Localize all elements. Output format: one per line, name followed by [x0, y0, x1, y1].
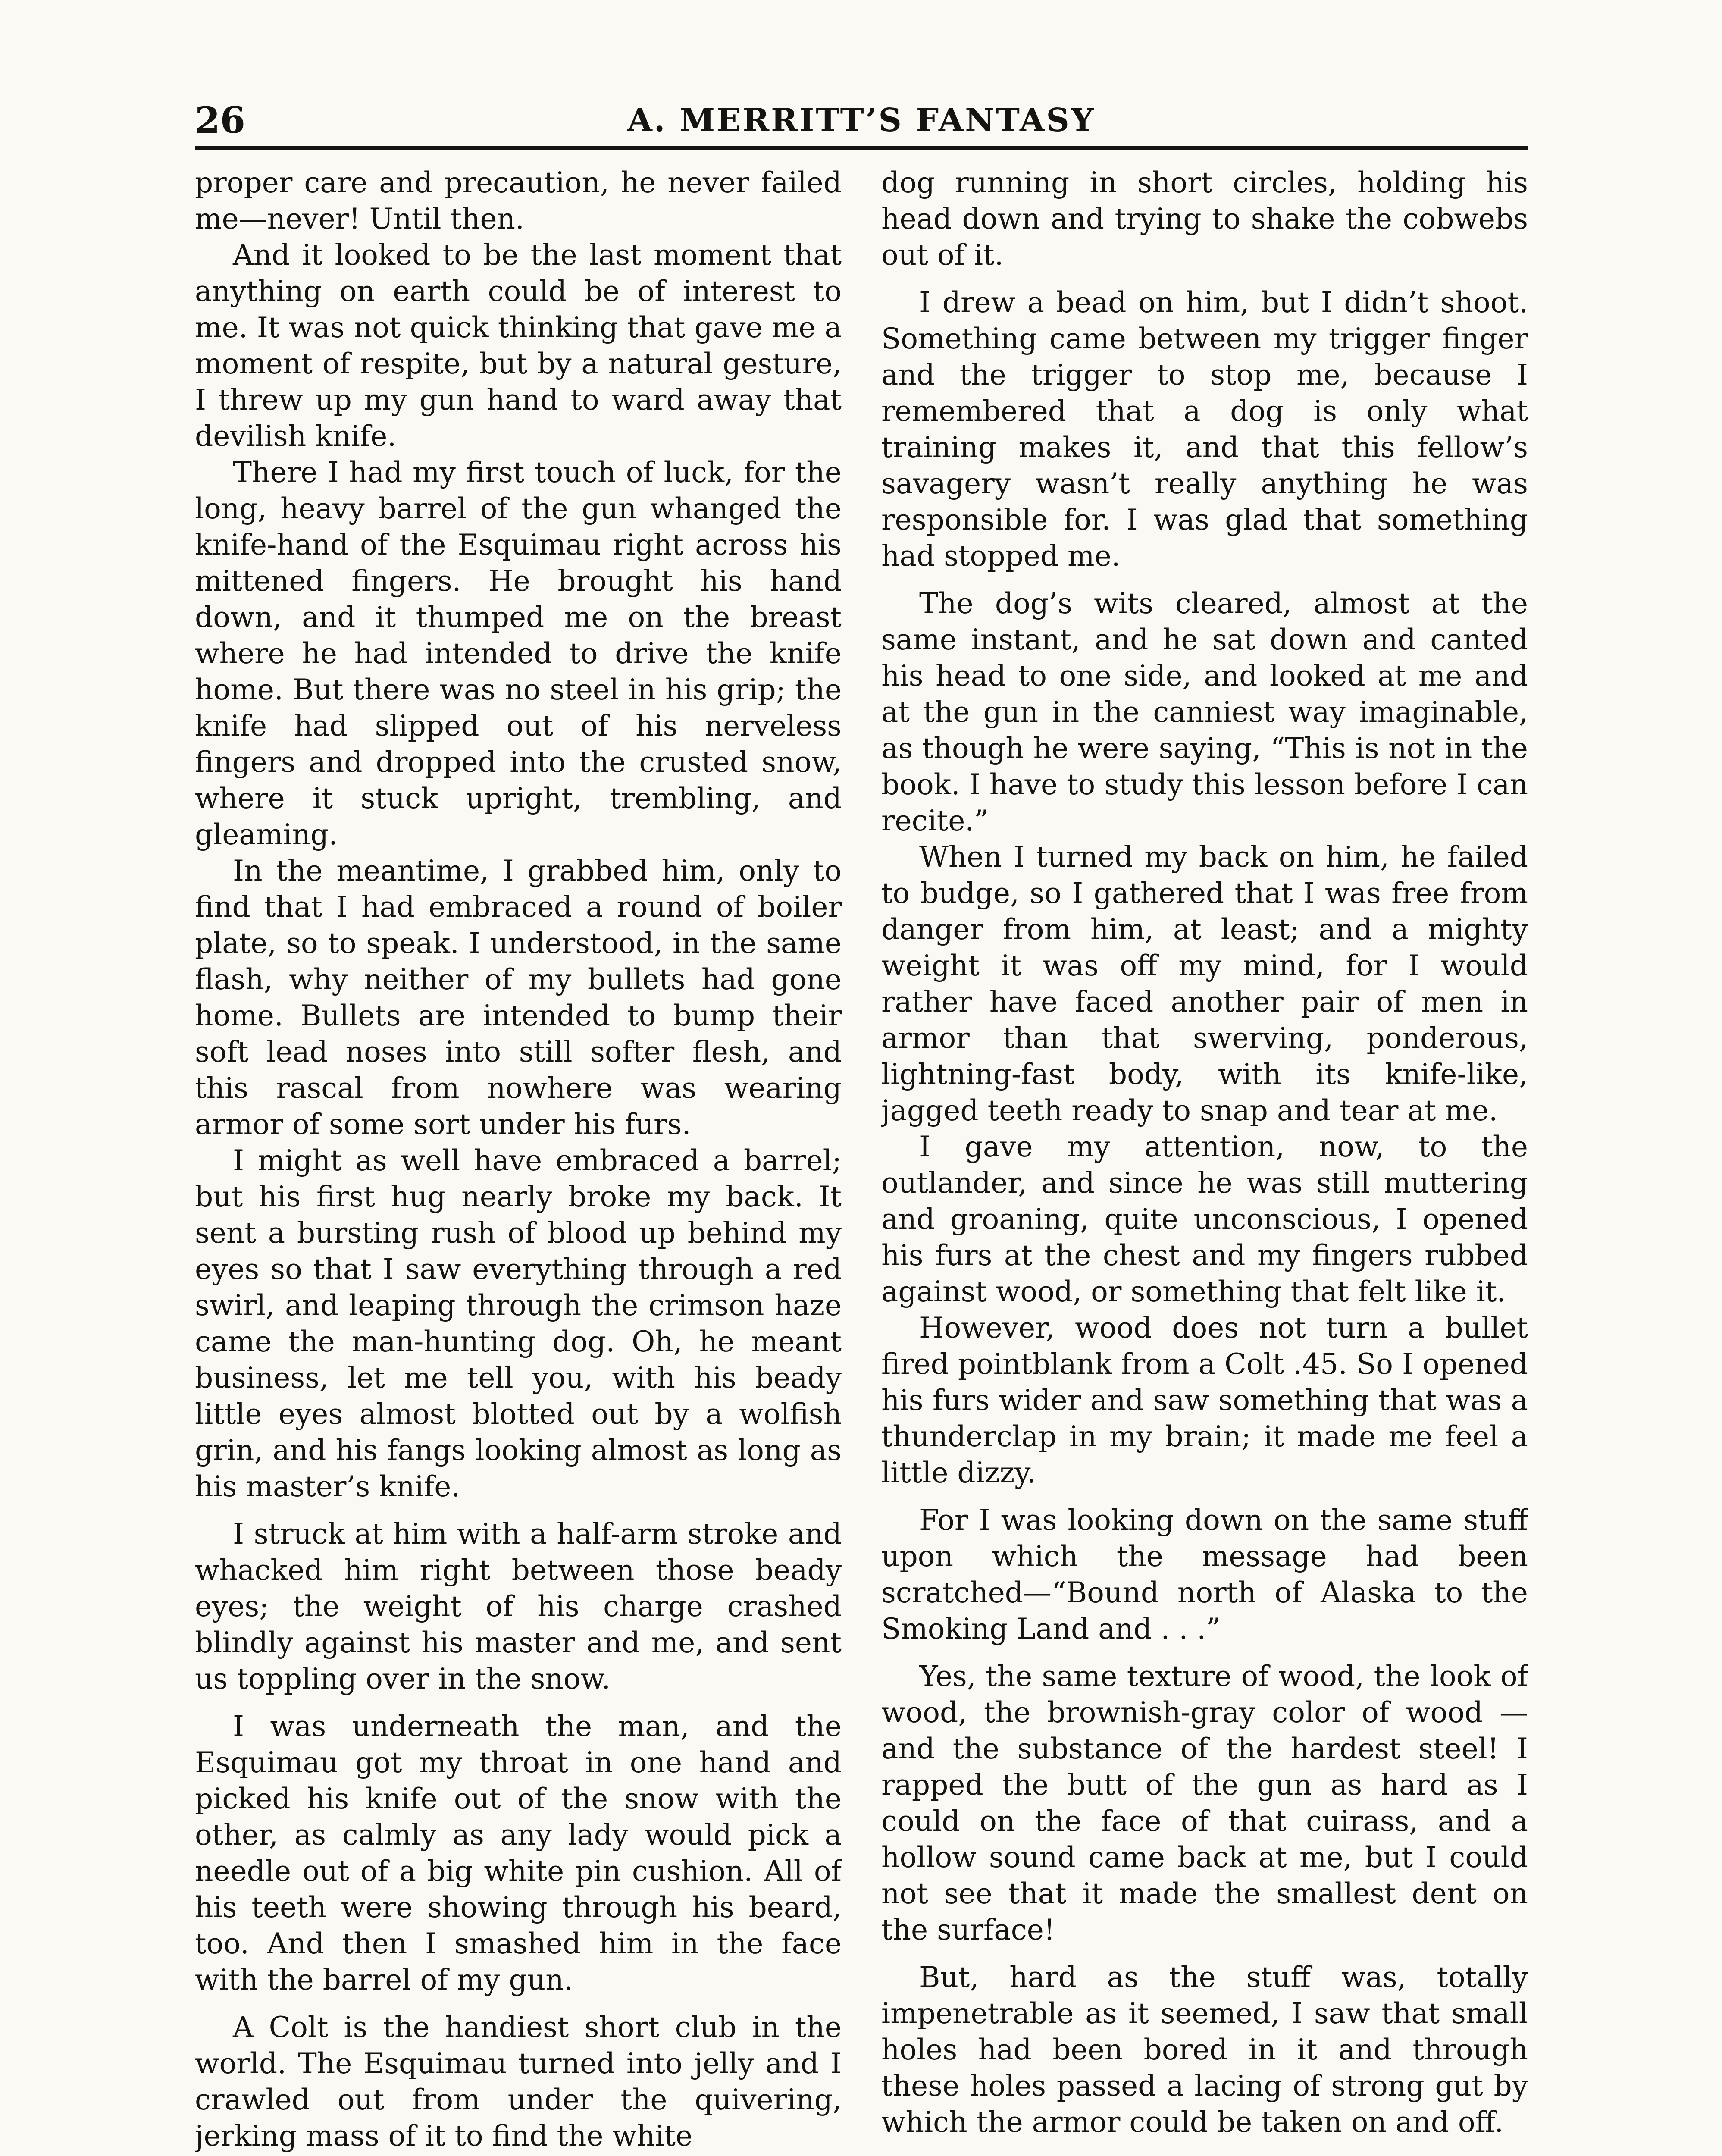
paragraph: I might as well have embraced a barrel; but his first hug nearly broke my back. It sent a bursting rush of blood up behind my eyes so that I saw everything through a red swirl, and leaping through the crimson haze came the man-hunting dog. Oh, he meant business, let me tell you, with his beady little eyes almost blotted out by a wolfish grin, and his fangs looking almost as long as his master’s knife. — [195, 1144, 842, 1503]
paragraph: proper care and precaution, he never failed me—never! Until then. — [195, 166, 842, 235]
page-header — [195, 95, 1528, 146]
right-column — [881, 165, 1528, 2156]
paragraph: There I had my first touch of luck, for the long, heavy barrel of the gun whanged the knife-hand of the Esquimau right across his mittened fingers. He brought his hand down, and it thumped me on the breast where he had intended to drive the knife home. But there was no steel in his grip; the knife had slipped out of his nerveless fingers and dropped into the crusted snow, where it stuck upright, trembling, and gleaming. — [195, 456, 842, 851]
paragraph: For I was looking down on the same stuff upon which the message had been scratched—“Bound north of Alaska to the Smoking Land and . . .” — [881, 1504, 1528, 1645]
paragraph: However, wood does not turn a bullet fired pointblank from a Colt .45. So I opened his furs wider and saw something that was a thunderclap in my brain; it made me feel a little dizzy. — [881, 1311, 1528, 1489]
running-title: A. MERRITT’S FANTASY — [627, 102, 1096, 139]
paragraph: I struck at him with a half-arm stroke and whacked him right between those beady eyes; the weight of his charge crashed blindly against his master and me, and sent us toppling over in the snow. — [195, 1517, 842, 1695]
paragraph: In the meantime, I grabbed him, only to find that I had embraced a round of boiler plate, so to speak. I understood, in the same flash, why neither of my bullets had gone home. Bullets are intended to bump their soft lead noses into still softer flesh, and this rascal from nowhere was wearing armor of some sort under his furs. — [195, 854, 842, 1141]
paragraph: Yes, the same texture of wood, the look of wood, the brownish-gray color of wood —and the substance of the hardest steel! I rapped the butt of the gun as hard as I could on the face of that cuirass, and a hollow sound came back at me, but I could not see that it made the smallest dent on the surface! — [881, 1660, 1528, 1946]
left-column — [195, 165, 842, 2156]
paragraph: I gave my attention, now, to the outlander, and since he was still muttering and groaning, quite unconscious, I opened his furs at the chest and my fingers rubbed against wood, or something that felt like it. — [881, 1130, 1528, 1308]
paragraph: I was underneath the man, and the Esquimau got my throat in one hand and picked his knife out of the snow with the other, as calmly as any lady would pick a needle out of a big white pin cushion. All of his teeth were showing through his beard, too. And then I smashed him in the face with the barrel of my gun. — [195, 1710, 842, 1996]
paragraph: But, hard as the stuff was, totally impenetrable as it seemed, I saw that small holes had been bored in it and through these holes passed a lacing of strong gut by which the armor could be taken on and off. — [881, 1961, 1528, 2139]
paragraph: When I turned my back on him, he failed to budge, so I gathered that I was free from danger from him, at least; and a mighty weight it was off my mind, for I would rather have faced another pair of men in armor than that swerving, ponderous, lightning-fast body, with its knife-like, jagged teeth ready to snap and tear at me. — [881, 840, 1528, 1127]
header-rule — [195, 146, 1528, 150]
paragraph: dog running in short circles, holding his head down and trying to shake the cobwebs out of it. — [881, 166, 1528, 272]
paragraph: And it looked to be the last moment that anything on earth could be of interest to me. It was not quick thinking that gave me a moment of respite, but by a natural gesture, I threw up my gun hand to ward away that devilish knife. — [195, 238, 842, 453]
paragraph: The dog’s wits cleared, almost at the same instant, and he sat down and canted his head to one side, and looked at me and at the gun in the canniest way imaginable, as though he were saying, “This is not in the book. I have to study this lesson before I can recite.” — [881, 587, 1528, 837]
page-number: 26 — [195, 99, 245, 141]
paragraph: A Colt is the handiest short club in the world. The Esquimau turned into jelly and I crawled out from under the quivering, jerking mass of it to find the white — [195, 2011, 842, 2153]
paragraph: I drew a bead on him, but I didn’t shoot. Something came between my trigger finger and the trigger to stop me, because I remembered that a dog is only what training makes it, and that this fellow’s savagery wasn’t really anything he was responsible for. I was glad that something had stopped me. — [881, 286, 1528, 573]
